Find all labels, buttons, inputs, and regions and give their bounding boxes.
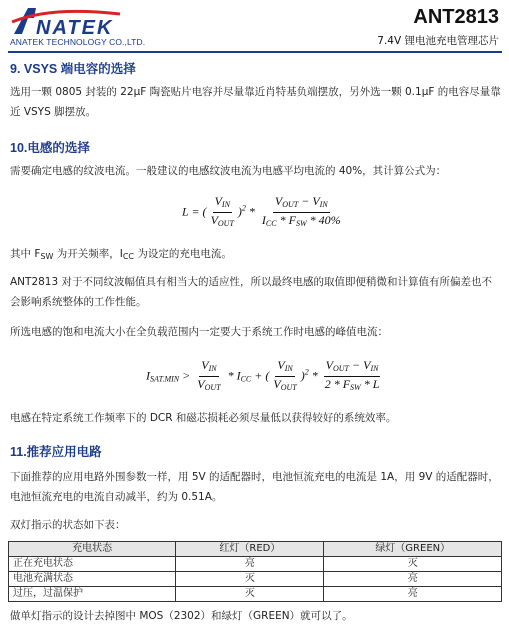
company-name: ANATEK TECHNOLOGY CO.,LTD. <box>10 37 146 47</box>
table-header: 充电状态 <box>9 542 176 557</box>
formula-inductance: L = ( $\frac{V_{IN}}{V_{OUT}}$ )$^2$ * $\frac{V_{OUT} - V_{IN}}{I_{CC} * F_{SW} * 40\%}$ <box>182 194 341 228</box>
table-row <box>9 572 502 587</box>
table-header: 绿灯（GREEN） <box>324 542 502 557</box>
logo-mark <box>10 4 160 38</box>
table-cell: 正在充电状态 <box>9 557 176 572</box>
section-11-para-1: 下面推荐的应用电路外围参数一样，用 5V 的适配器时，电池恒流充电的电流是 1A，用 9V 的适配器时，电池恒流充电的电流自动减半，约为 0.51A。 <box>10 471 499 503</box>
section-11-footer: 做单灯指示的设计去掉图中 MOS（2302）和绿灯（GREEN）就可以了。 <box>10 610 353 622</box>
section-11-title: 11.推荐应用电路 <box>10 445 102 459</box>
section-9-para: 选用一颗 0805 封装的 22μF 陶瓷贴片电容并尽量靠近肖特基负端摆放，另外选一颗 0.1μF 的电容尽量靠近 VSYS 脚摆放。 <box>10 86 501 118</box>
header-rule <box>8 51 502 53</box>
table-cell: 亮 <box>324 572 502 587</box>
section-10-para-1: 需要确定电感的纹波电流。一般建议的电感纹波电流为电感平均电流的 40%，其计算公式为： <box>10 165 447 177</box>
table-cell: 灭 <box>324 557 502 572</box>
section-9-title: 9. VSYS 端电容的选择 <box>10 62 136 76</box>
section-10-title: 10.电感的选择 <box>10 141 90 155</box>
table-row <box>9 587 502 602</box>
doc-subtitle: 7.4V 锂电池充电管理芯片 <box>377 35 499 47</box>
table-header: 红灯（RED） <box>176 542 324 557</box>
section-10-para-5: 电感在特定系统工作频率下的 DCR 和磁芯损耗必须尽量低以获得较好的系统效率。 <box>10 412 397 424</box>
table-cell: 亮 <box>176 557 324 572</box>
section-10-para-4: 所选电感的饱和电流大小在全负载范围内一定要大于系统工作时电感的峰值电流： <box>10 326 388 338</box>
section-10-para-2: 其中 $F_{SW}$ 为开关频率，$I_{CC}$ 为设定的充电电流。 <box>10 248 232 261</box>
table-header-row <box>9 542 502 557</box>
table-cell: 灭 <box>176 572 324 587</box>
table-row <box>9 557 502 572</box>
formula-saturation-current: $I_{SAT.MIN}$ > $\frac{V_{IN}}{V_{OUT}}$ * $I_{CC}$ + ( $\frac{V_{IN}}{V_{OUT}}$ )$^2$ * $\frac{V_{OUT} - V_{IN}}{2 * F_{SW} * L}$ <box>146 358 380 392</box>
table-cell: 电池充满状态 <box>9 572 176 587</box>
logo-text: NATEK <box>36 17 114 38</box>
table-cell: 过压，过温保护 <box>9 587 176 602</box>
company-logo <box>10 4 160 48</box>
section-10-para-3: ANT2813 对于不同纹波幅值具有相当大的适应性，所以最终电感的取值即便稍微和计算值有所偏差也不会影响系统整体的工作性能。 <box>10 276 493 308</box>
table-cell: 亮 <box>324 587 502 602</box>
model-number: ANT2813 <box>413 6 499 28</box>
page-header <box>0 0 509 56</box>
table-cell: 灭 <box>176 587 324 602</box>
section-11-para-2: 双灯指示的状态如下表： <box>10 519 126 531</box>
led-status-table <box>8 541 502 602</box>
